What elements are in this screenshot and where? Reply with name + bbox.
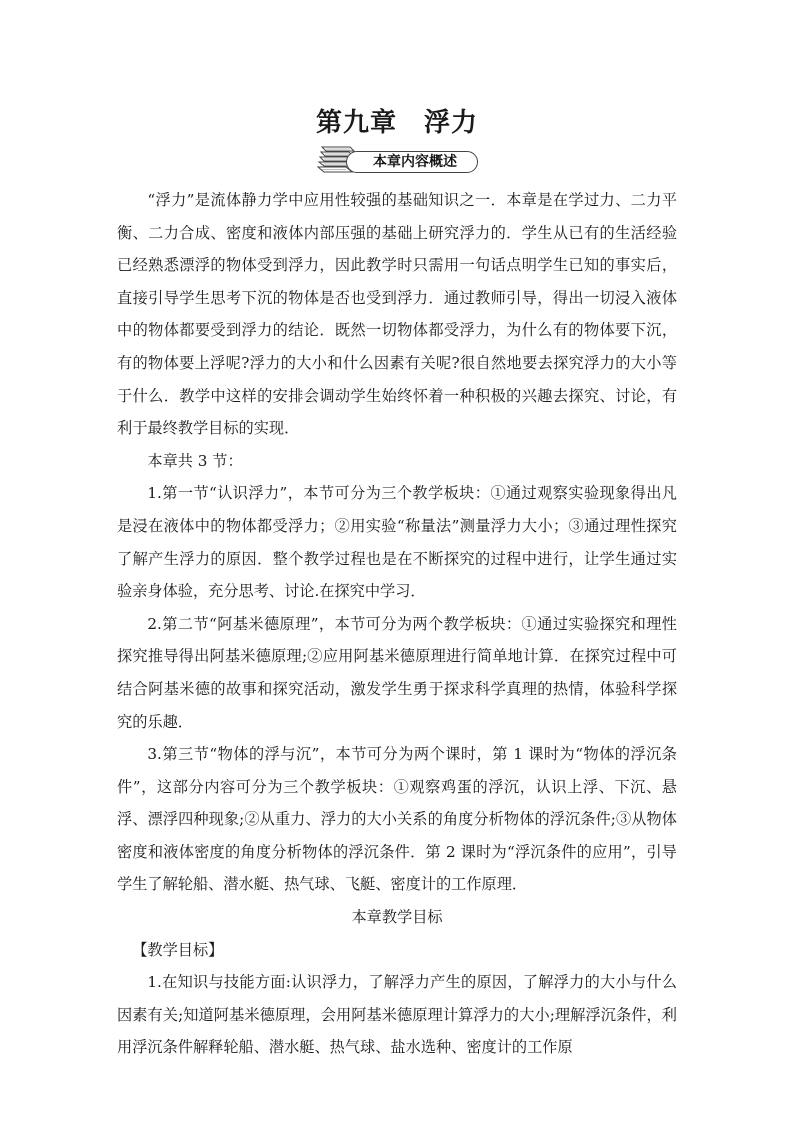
section-1-paragraph: 1.第一节“认识浮力”，本节可分为三个教学板块：①通过观察实验现象得出凡是浸在液体中的物体都受浮力；②用实验“称量法”测量浮力大小；③通过理性探究了解产生浮力的原因．整个教学过程也是在不断探究的过程中进行，让学生通过实验亲身体验，充分思考、讨论.在探究中学习． <box>117 484 677 601</box>
objectives-heading: 本章教学目标 <box>351 908 443 927</box>
section-banner <box>316 145 478 175</box>
banner-label: 本章内容概述 <box>373 154 457 170</box>
intro-paragraph: “浮力”是流体静力学中应用性较强的基础知识之一．本章是在学过力、二力平衡、二力合成、密度和液体内部压强的基础上研究浮力的．学生从已有的生活经验已经熟悉漂浮的物体受到浮力，因此教学时只需用一句话点明学生已知的事实后，直接引导学生思考下沉的物体是否也受到浮力．通过教师引导，得出一切浸入液体中的物体都要受到浮力的结论．既然一切物体都受浮力，为什么有的物体要下沉，有的物体要上浮呢?浮力的大小和什么因素有关呢?很自然地要去探究浮力的大小等于什么．教学中这样的安排会调动学生始终怀着一种积极的兴趣去探究、讨论，有利于最终教学目标的实现． <box>117 191 677 438</box>
objectives-label: 【教学目标】 <box>132 940 224 959</box>
section-3-paragraph: 3.第三节“物体的浮与沉”，本节可分为两个课时，第 1 课时为“物体的浮沉条件”，这部分内容可分为三个教学板块：①观察鸡蛋的浮沉，认识上浮、下沉、悬浮、漂浮四种现象;②从重力、浮力的大小关系的角度分析物体的浮沉条件;③从物体密度和液体密度的角度分析物体的浮沉条件．第 2 课时为“浮沉条件的应用”，引导学生了解轮船、潜水艇、热气球、飞艇、密度计的工作原理． <box>117 745 677 894</box>
body-text <box>117 184 677 1064</box>
section-count: 本章共 3 节： <box>147 451 243 470</box>
section-2-paragraph: 2.第二节“阿基米德原理”，本节可分为两个教学板块：①通过实验探究和理性探究推导得出阿基米德原理;②应用阿基米德原理进行简单地计算．在探究过程中可结合阿基米德的故事和探究活动，激发学生勇于探求科学真理的热情，体验科学探究的乐趣． <box>117 614 677 731</box>
chapter-title: 第九章 浮力 <box>315 108 478 138</box>
objective-1-paragraph: 1.在知识与技能方面:认识浮力，了解浮力产生的原因，了解浮力的大小与什么因素有关;知道阿基米德原理，会用阿基米德原理计算浮力的大小;理解浮沉条件，利用浮沉条件解释轮船、潜水艇、热气球、盐水选种、密度计的工作原 <box>117 973 677 1057</box>
